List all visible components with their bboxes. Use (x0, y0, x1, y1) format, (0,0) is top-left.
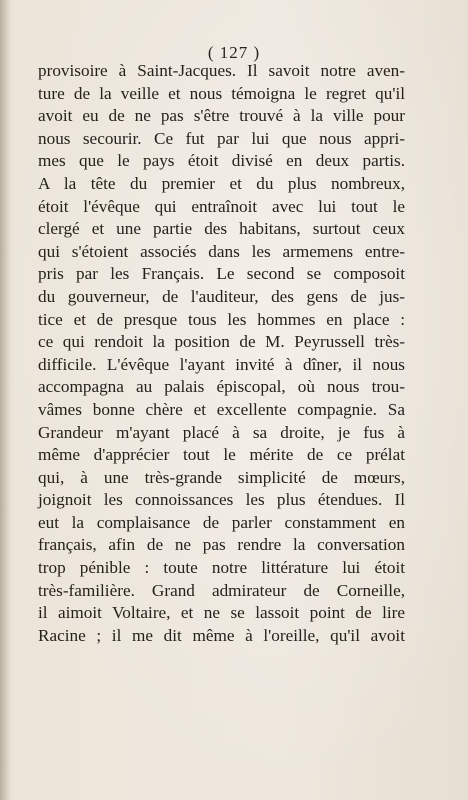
text-line: français, afin de ne pas rendre la conversation (38, 535, 405, 555)
text-line: A la tête du premier et du plus nombreux, (38, 173, 405, 193)
text-line: difficile. L'évêque l'ayant invité à dîner, il nous (38, 354, 405, 374)
text-line: il aimoit Voltaire, et ne se lassoit point de lire (38, 603, 405, 623)
text-line: Racine ; il me dit même à l'oreille, qu'il avoit (38, 625, 405, 645)
text-line: très-familière. Grand admirateur de Corneille, (38, 580, 405, 600)
text-line: qui, à une très-grande simplicité de mœurs, (38, 467, 405, 487)
text-line: accompagna au palais épiscopal, où nous trou- (38, 377, 405, 397)
text-line: ture de la veille et nous témoigna le regret qu'il (38, 83, 405, 103)
binding-shadow (0, 0, 10, 800)
text-line: pris par les Français. Le second se composoit (38, 264, 405, 284)
text-line: vâmes bonne chère et excellente compagnie. Sa (38, 399, 405, 419)
text-line: qui s'étoient associés dans les armemens entre- (38, 241, 405, 261)
text-line: Grandeur m'ayant placé à sa droite, je fus à (38, 422, 405, 442)
text-line: eut la complaisance de parler constamment en (38, 512, 405, 532)
text-line: nous secourir. Ce fut par lui que nous appri- (38, 128, 405, 148)
text-line: clergé et une partie des habitans, surtout ceux (38, 219, 405, 239)
text-line: provisoire à Saint-Jacques. Il savoit notre aven- (38, 61, 405, 80)
text-line: du gouverneur, de l'auditeur, des gens de jus- (38, 286, 405, 306)
text-line: mes que le pays étoit divisé en deux partis. (38, 151, 405, 171)
page-number: ( 127 ) (207, 43, 261, 62)
text-line: joignoit les connoissances les plus étendues. Il (38, 490, 405, 510)
text-line: étoit l'évêque qui entraînoit avec lui tout le (38, 196, 405, 216)
text-line: avoit eu de ne pas s'être trouvé à la ville pour (38, 106, 405, 126)
text-line: trop pénible : toute notre littérature lui étoit (38, 558, 405, 578)
text-line: tice et de presque tous les hommes en place : (38, 309, 405, 329)
body-text (38, 60, 405, 647)
text-line: ce qui rendoit la position de M. Peyrussell très- (38, 332, 405, 352)
text-line: même d'apprécier tout le mérite de ce prélat (38, 445, 405, 465)
